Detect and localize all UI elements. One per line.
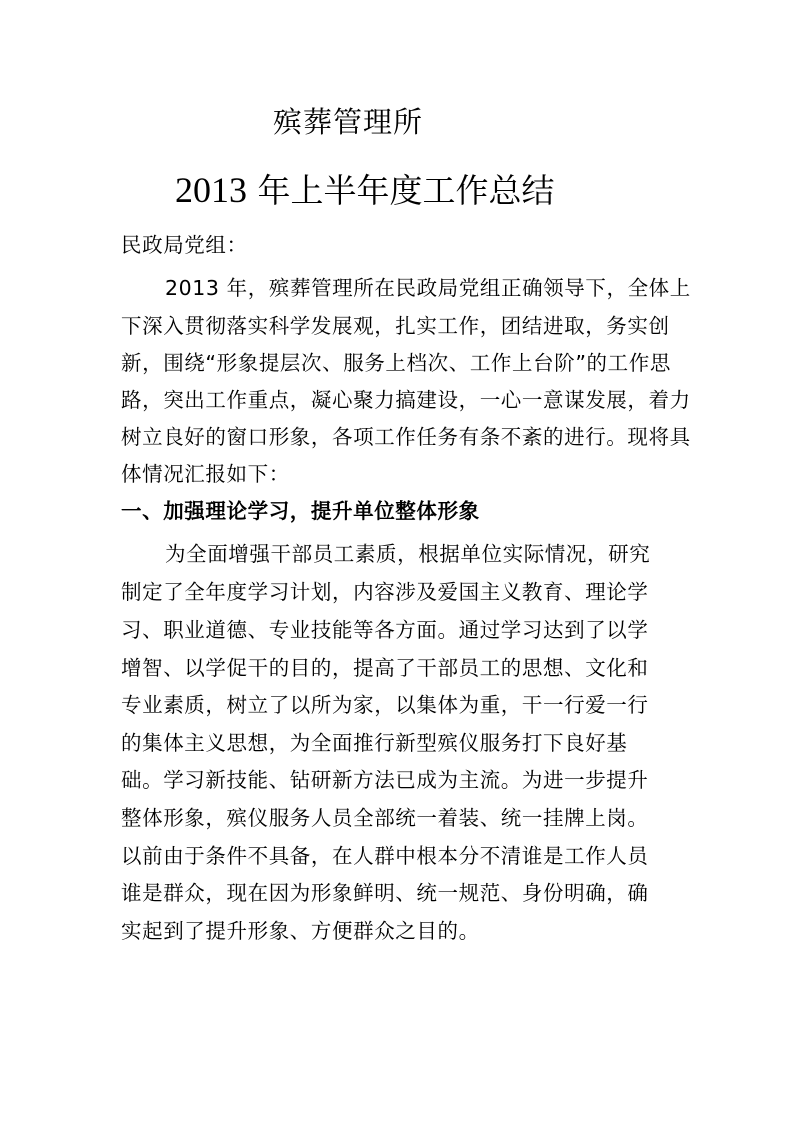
- paragraph-line: 2013 年，殡葬管理所在民政局党组正确领导下，全体上: [165, 276, 691, 300]
- paragraph-line: 的集体主义思想，为全面推行新型殡仪服务打下良好基: [121, 731, 628, 755]
- paragraph-line: 下深入贯彻落实科学发展观，扎实工作，团结进取，务实创: [121, 314, 670, 338]
- paragraph-line: 实起到了提升形象、方便群众之目的。: [121, 919, 480, 943]
- paragraph-line: 整体形象，殡仪服务人员全部统一着装、统一挂牌上岗。: [121, 806, 649, 830]
- paragraph-line: 为全面增强干部员工素质，根据单位实际情况，研究: [165, 542, 651, 566]
- paragraph-line: 新，围绕“形象提层次、服务上档次、工作上台阶”的工作思: [121, 351, 671, 375]
- paragraph-line: 增智、以学促干的目的，提高了干部员工的思想、文化和: [121, 656, 649, 680]
- paragraph-line: 础。学习新技能、钻研新方法已成为主流。为进一步提升: [121, 768, 649, 792]
- paragraph-line: 树立良好的窗口形象，各项工作任务有条不紊的进行。现将具: [121, 425, 691, 449]
- paragraph-line: 体情况汇报如下：: [121, 462, 290, 486]
- paragraph-line: 谁是群众，现在因为形象鲜明、统一规范、身份明确，确: [121, 881, 649, 905]
- salutation: 民政局党组：: [121, 233, 248, 257]
- paragraph-line: 制定了全年度学习计划，内容涉及爱国主义教育、理论学: [121, 580, 649, 604]
- document-title-organization: 殡葬管理所: [273, 105, 424, 139]
- document-title-report: [175, 165, 555, 212]
- paragraph-line: 以前由于条件不具备，在人群中根本分不清谁是工作人员: [121, 844, 649, 868]
- title-report-name: 年上半年度工作总结: [247, 171, 555, 210]
- paragraph-line: 专业素质，树立了以所为家，以集体为重，干一行爱一行: [121, 693, 649, 717]
- paragraph-line: 路，突出工作重点，凝心聚力搞建设，一心一意谋发展，着力: [121, 388, 691, 412]
- paragraph-line: 习、职业道德、专业技能等各方面。通过学习达到了以学: [121, 618, 649, 642]
- section-heading: 一、加强理论学习，提升单位整体形象: [121, 499, 480, 523]
- title-year: 2013: [175, 170, 247, 210]
